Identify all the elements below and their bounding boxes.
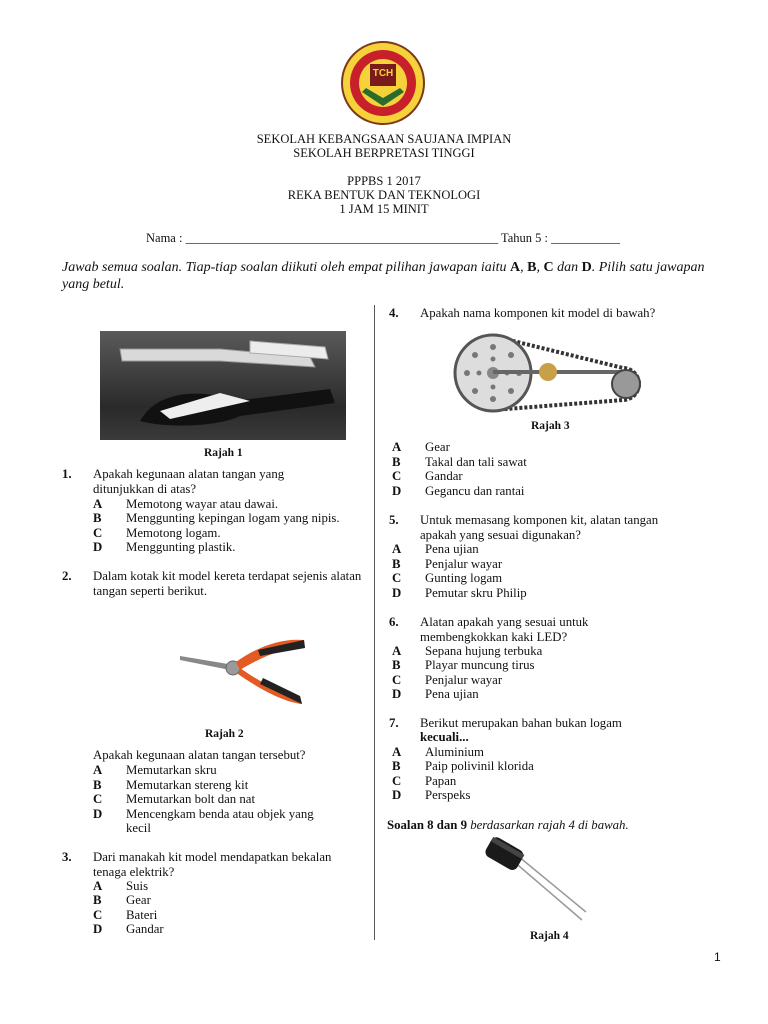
q7-option-a[interactable]: A Aluminium: [392, 745, 485, 759]
school-tagline: SEKOLAH BERPRETASI TINGGI: [293, 146, 475, 160]
name-line: Nama : __________________________________________________: [146, 231, 499, 245]
column-divider: [374, 305, 375, 940]
year-line: Tahun 5 : ___________: [501, 231, 620, 245]
q7-option-d[interactable]: D Perspeks: [392, 788, 471, 802]
rajah2-photo: [178, 626, 308, 712]
q3-option-d[interactable]: D Gandar: [93, 922, 164, 936]
q4-option-c[interactable]: C Gandar: [392, 469, 463, 483]
q4-number: 4.: [389, 306, 399, 320]
rajah1-photo: [100, 331, 346, 440]
q3-option-b[interactable]: B Gear: [93, 893, 151, 907]
q6-number: 6.: [389, 615, 399, 629]
q7-option-b[interactable]: B Paip polivinil klorida: [392, 759, 534, 773]
q1-option-d[interactable]: D Menggunting plastik.: [93, 540, 236, 554]
q6-text: Alatan apakah yang sesuai untuk membengkokkan kaki LED?: [420, 615, 589, 644]
q6-option-c[interactable]: C Penjalur wayar: [392, 673, 503, 687]
q2-option-a[interactable]: A Memutarkan skru: [93, 763, 217, 777]
q1-option-b[interactable]: B Menggunting kepingan logam yang nipis.: [93, 511, 340, 525]
q7-option-c[interactable]: C Papan: [392, 774, 457, 788]
q4-option-d[interactable]: D Gegancu dan rantai: [392, 484, 525, 498]
exam-duration: 1 JAM 15 MINIT: [339, 202, 429, 216]
page-number: 1: [714, 950, 721, 964]
school-name: SEKOLAH KEBANGSAAN SAUJANA IMPIAN: [256, 132, 512, 146]
q5-option-c[interactable]: C Gunting logam: [392, 571, 503, 585]
school-logo: [340, 40, 426, 126]
q8-9-intro: Soalan 8 dan 9 berdasarkan rajah 4 di bawah.: [387, 818, 629, 832]
q2-option-d-cont: kecil: [126, 821, 151, 835]
q2-option-b[interactable]: B Memutarkan stereng kit: [93, 778, 249, 792]
q6-option-d[interactable]: D Pena ujian: [392, 687, 479, 701]
subject-title: REKA BENTUK DAN TEKNOLOGI: [287, 188, 481, 202]
rajah2-caption: Rajah 2: [205, 728, 244, 740]
q7-number: 7.: [389, 716, 399, 730]
rajah1-caption: Rajah 1: [204, 447, 243, 459]
q2-text: Dalam kotak kit model kereta terdapat sejenis alatan tangan seperti berikut.: [93, 569, 362, 598]
q1-text: Apakah kegunaan alatan tangan yang ditunjukkan di atas?: [93, 467, 285, 496]
q3-number: 3.: [62, 850, 72, 864]
q3-option-c[interactable]: C Bateri: [93, 908, 158, 922]
q2-option-d[interactable]: D Mencengkam benda atau objek yang: [93, 807, 314, 821]
logo-text: TCH: [372, 68, 394, 79]
q6-option-a[interactable]: A Sepana hujung terbuka: [392, 644, 543, 658]
q2-followup: Apakah kegunaan alatan tangan tersebut?: [93, 748, 306, 762]
q1-option-c[interactable]: C Memotong logam.: [93, 526, 221, 540]
q5-option-a[interactable]: A Pena ujian: [392, 542, 479, 556]
q1-option-a[interactable]: A Memotong wayar atau dawai.: [93, 497, 279, 511]
instructions: Jawab semua soalan. Tiap-tiap soalan diikuti oleh empat pilihan jawapan iaitu A, B, C dan D. Pilih satu jawapan yang betul.: [62, 260, 705, 292]
rajah4-photo: [478, 836, 590, 924]
q5-number: 5.: [389, 513, 399, 527]
q3-option-a[interactable]: A Suis: [93, 879, 149, 893]
rajah4-caption: Rajah 4: [530, 930, 569, 942]
q4-option-b[interactable]: B Takal dan tali sawat: [392, 455, 527, 469]
q3-text: Dari manakah kit model mendapatkan bekalan tenaga elektrik?: [93, 850, 332, 879]
q7-text: Berikut merupakan bahan bukan logam: [420, 716, 622, 730]
q6-option-b[interactable]: B Playar muncung tirus: [392, 658, 535, 672]
q5-option-b[interactable]: B Penjalur wayar: [392, 557, 503, 571]
rajah3-photo: [448, 330, 648, 415]
q4-text: Apakah nama komponen kit model di bawah?: [420, 306, 656, 320]
q4-option-a[interactable]: A Gear: [392, 440, 450, 454]
q2-option-c[interactable]: C Memutarkan bolt dan nat: [93, 792, 255, 806]
q2-number: 2.: [62, 569, 72, 583]
q1-number: 1.: [62, 467, 72, 481]
exam-title: PPPBS 1 2017: [347, 174, 421, 188]
rajah3-caption: Rajah 3: [531, 420, 570, 432]
q5-text: Untuk memasang komponen kit, alatan tangan apakah yang sesuai digunakan?: [420, 513, 659, 542]
q7-emphasis: kecuali...: [420, 730, 469, 744]
q5-option-d[interactable]: D Pemutar skru Philip: [392, 586, 527, 600]
